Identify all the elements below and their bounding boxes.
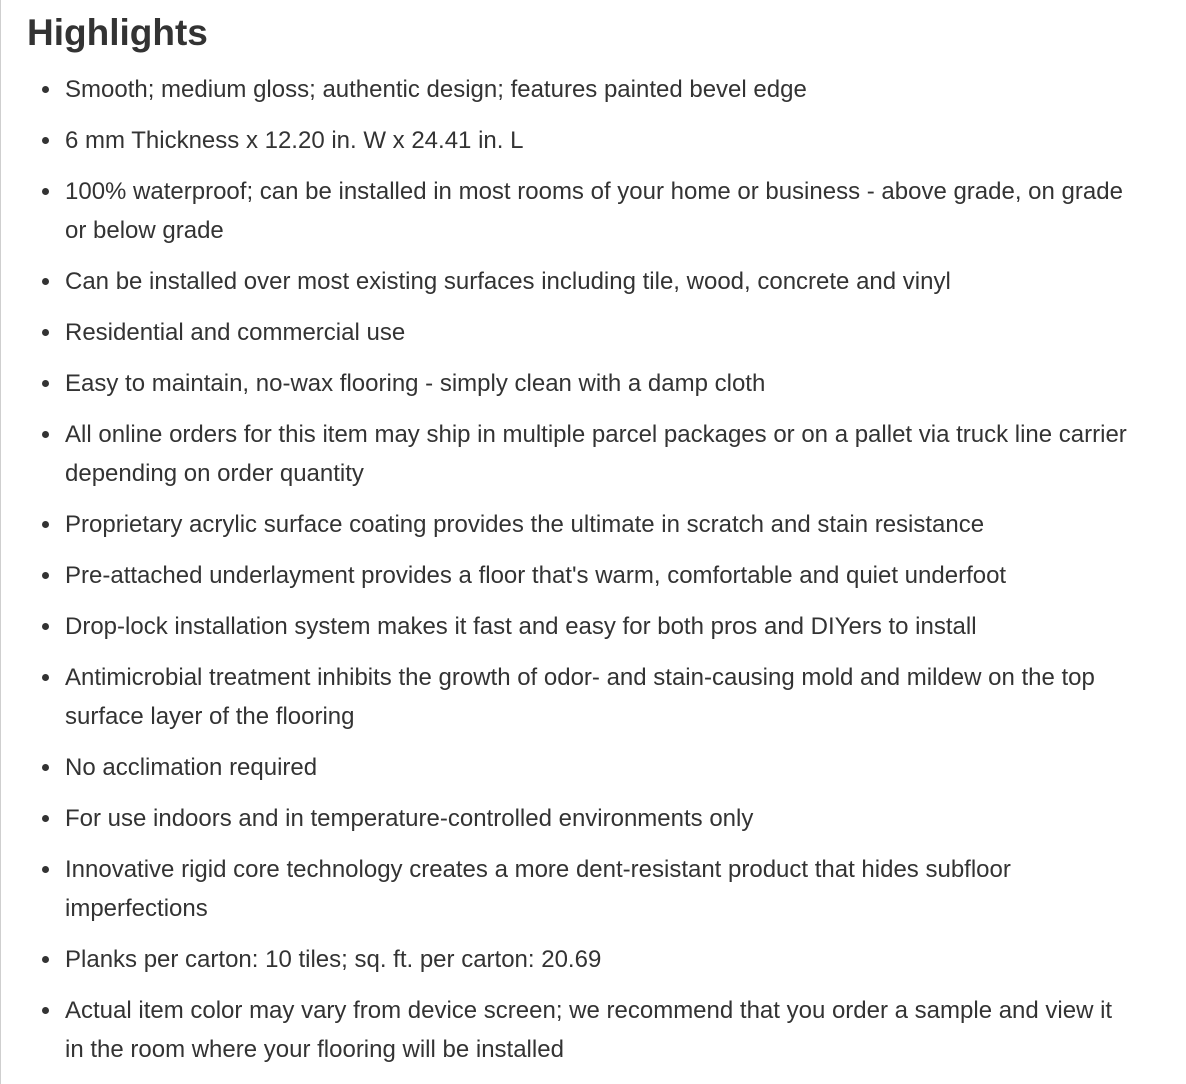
highlight-text: Innovative rigid core technology creates a more dent-resistant product that hides subfloor imperfections bbox=[65, 856, 1011, 922]
highlight-item bbox=[27, 70, 1147, 109]
bullet-dot-icon bbox=[42, 815, 49, 822]
highlights-title: Highlights bbox=[27, 12, 208, 53]
highlight-text: Smooth; medium gloss; authentic design; features painted bevel edge bbox=[65, 76, 807, 103]
highlight-item bbox=[27, 172, 1147, 250]
highlight-item bbox=[27, 313, 1147, 352]
highlight-text: Drop-lock installation system makes it fast and easy for both pros and DIYers to install bbox=[65, 613, 977, 640]
highlight-item bbox=[27, 991, 1147, 1069]
highlight-item bbox=[27, 748, 1147, 787]
highlight-item bbox=[27, 505, 1147, 544]
panel-left-border bbox=[0, 0, 1, 1084]
highlight-text: Can be installed over most existing surfaces including tile, wood, concrete and vinyl bbox=[65, 268, 951, 295]
highlights-panel bbox=[27, 10, 1147, 1081]
highlight-text: 6 mm Thickness x 12.20 in. W x 24.41 in. L bbox=[65, 127, 524, 154]
bullet-dot-icon bbox=[42, 623, 49, 630]
bullet-dot-icon bbox=[42, 329, 49, 336]
bullet-dot-icon bbox=[42, 380, 49, 387]
bullet-dot-icon bbox=[42, 137, 49, 144]
bullet-dot-icon bbox=[42, 572, 49, 579]
highlight-item bbox=[27, 799, 1147, 838]
highlight-item bbox=[27, 850, 1147, 928]
highlight-item bbox=[27, 415, 1147, 493]
highlight-text: Pre-attached underlayment provides a floor that's warm, comfortable and quiet underfoot bbox=[65, 562, 1007, 589]
highlight-text: Residential and commercial use bbox=[65, 319, 406, 346]
bullet-dot-icon bbox=[42, 674, 49, 681]
highlight-item bbox=[27, 607, 1147, 646]
bullet-dot-icon bbox=[42, 431, 49, 438]
bullet-dot-icon bbox=[42, 521, 49, 528]
highlight-item bbox=[27, 658, 1147, 736]
highlight-item bbox=[27, 121, 1147, 160]
highlight-text: Proprietary acrylic surface coating provides the ultimate in scratch and stain resistance bbox=[65, 511, 985, 538]
highlight-text: Easy to maintain, no-wax flooring - simply clean with a damp cloth bbox=[65, 370, 766, 397]
bullet-dot-icon bbox=[42, 956, 49, 963]
highlight-item bbox=[27, 940, 1147, 979]
bullet-dot-icon bbox=[42, 188, 49, 195]
highlight-item bbox=[27, 364, 1147, 403]
bullet-dot-icon bbox=[42, 764, 49, 771]
highlight-text: 100% waterproof; can be installed in most rooms of your home or business - above grade, on grade or below grade bbox=[65, 178, 1123, 244]
bullet-dot-icon bbox=[42, 1007, 49, 1014]
highlight-text: Actual item color may vary from device screen; we recommend that you order a sample and view it in the room where your flooring will be installed bbox=[65, 997, 1113, 1063]
bullet-dot-icon bbox=[42, 86, 49, 93]
highlights-list bbox=[27, 70, 1147, 1069]
bullet-dot-icon bbox=[42, 278, 49, 285]
highlight-text: For use indoors and in temperature-controlled environments only bbox=[65, 805, 754, 832]
highlight-text: All online orders for this item may ship in multiple parcel packages or on a pallet via truck line carrier depending on order quantity bbox=[65, 421, 1127, 487]
highlight-item bbox=[27, 556, 1147, 595]
highlight-text: Antimicrobial treatment inhibits the growth of odor- and stain-causing mold and mildew on the top surface layer of the flooring bbox=[65, 664, 1095, 730]
highlight-text: Planks per carton: 10 tiles; sq. ft. per carton: 20.69 bbox=[65, 946, 602, 973]
highlight-text: No acclimation required bbox=[65, 754, 318, 781]
highlight-item bbox=[27, 262, 1147, 301]
bullet-dot-icon bbox=[42, 866, 49, 873]
